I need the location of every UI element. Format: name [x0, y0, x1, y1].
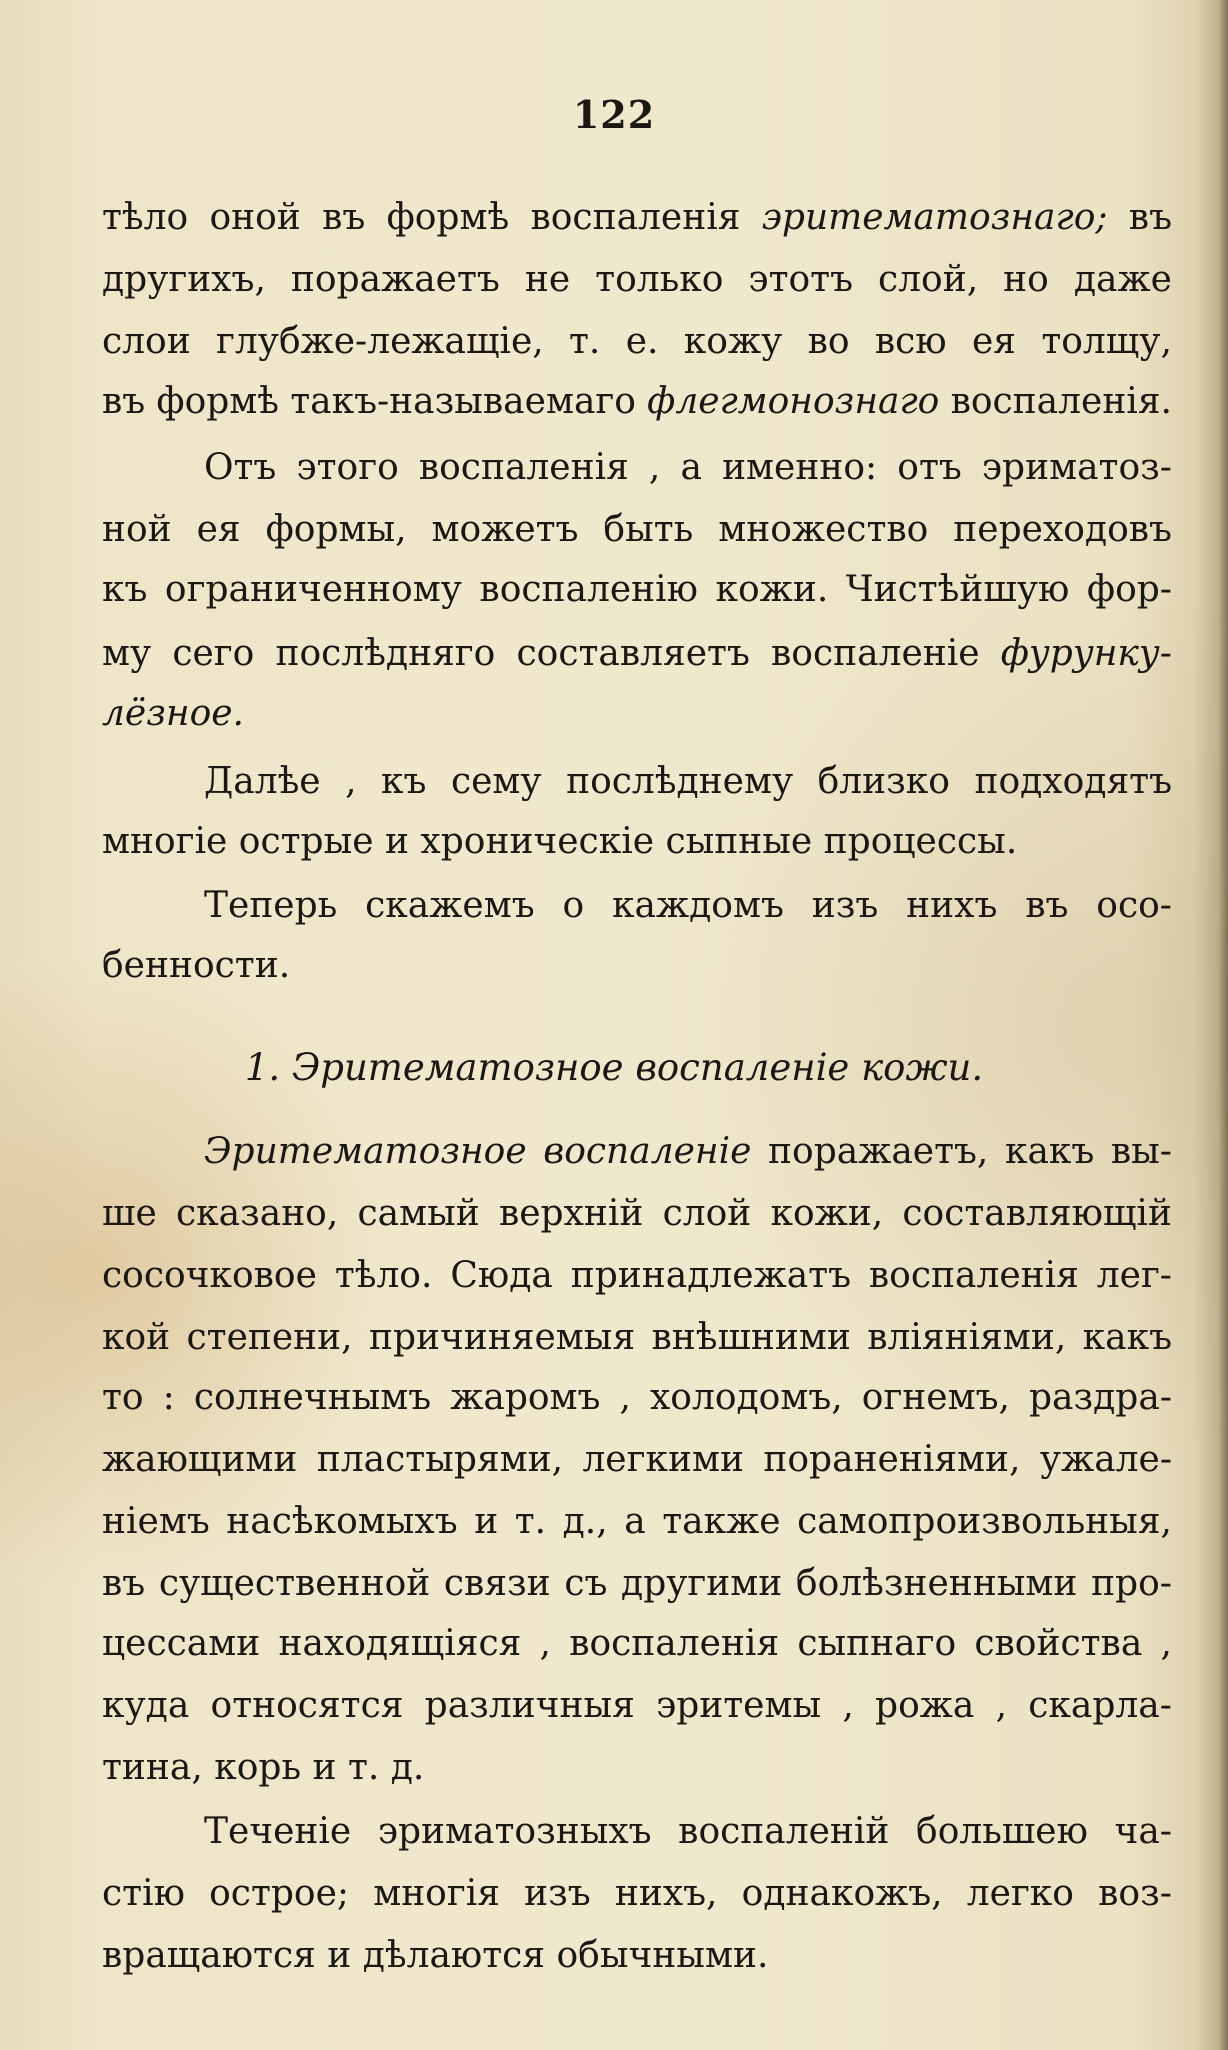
text-line: лёзное.: [102, 693, 244, 734]
word: подходятъ: [974, 761, 1172, 802]
text-line: [102, 1316, 1172, 1360]
word: связи: [443, 1563, 551, 1604]
word: тѣло: [102, 197, 189, 238]
text-line: [102, 1562, 1172, 1606]
word: во: [807, 321, 850, 362]
word: каждомъ: [612, 885, 784, 926]
word: кожи,: [770, 1193, 884, 1234]
word: воспаленія.: [950, 381, 1172, 422]
word: скажемъ: [365, 885, 535, 926]
word: насѣкомыхъ: [226, 1501, 458, 1542]
page-number: 122: [572, 92, 656, 137]
word: въ: [102, 1563, 146, 1604]
word: цессами: [102, 1623, 261, 1664]
word: вы-: [1110, 1131, 1172, 1172]
word: д.,: [562, 1501, 608, 1542]
word: не: [524, 259, 571, 300]
word: формѣ: [156, 381, 279, 422]
text-line: [204, 1810, 1172, 1854]
word: составляющій: [902, 1193, 1172, 1234]
word: изъ: [811, 885, 879, 926]
word: воз-: [1098, 1873, 1172, 1914]
word: рожа: [875, 1685, 975, 1726]
word: отъ: [897, 447, 962, 488]
word: ше: [102, 1193, 157, 1234]
word: изъ: [524, 1873, 591, 1914]
word: эритемы: [656, 1685, 822, 1726]
word: Теченіе: [204, 1811, 352, 1852]
text-line: [102, 1376, 1172, 1420]
word: въ: [102, 381, 146, 422]
word: поражаетъ: [290, 259, 500, 300]
section-heading: 1. Эритематозное воспаленіе кожи.: [244, 1046, 984, 1089]
text-line: [102, 1684, 1172, 1728]
text-line: [102, 1438, 1172, 1482]
word: формѣ: [386, 197, 510, 238]
text-line: [102, 320, 1172, 364]
word: ,: [995, 1685, 1008, 1726]
word: причиняемыя: [368, 1317, 636, 1358]
word: однакожъ,: [741, 1873, 943, 1914]
word: му: [102, 633, 152, 674]
word: верхній: [498, 1193, 644, 1234]
word: вліяніями,: [867, 1317, 1067, 1358]
word: въ: [1025, 885, 1069, 926]
word: ,: [619, 1377, 631, 1418]
text-line: [102, 1500, 1172, 1544]
word: Чистѣйшую: [845, 569, 1070, 610]
word: ча-: [1114, 1811, 1172, 1852]
word: сосочковое: [102, 1255, 317, 1296]
text-line: [102, 1622, 1172, 1666]
word: какъ: [1004, 1131, 1095, 1172]
word: нихъ: [906, 885, 998, 926]
word: близко: [817, 761, 950, 802]
word: нихъ,: [614, 1873, 718, 1914]
word: острое;: [209, 1873, 350, 1914]
word: воспаленія: [569, 1623, 780, 1664]
word: ея: [971, 321, 1016, 362]
word: находящіяся: [278, 1623, 522, 1664]
word: е.: [625, 321, 659, 362]
text-line: [102, 568, 1172, 612]
text-line: [102, 1192, 1172, 1236]
word: фор-: [1086, 569, 1172, 610]
word: Эритематозное: [204, 1131, 527, 1172]
text-line: [102, 632, 1172, 676]
word: т.: [569, 321, 601, 362]
word: ной: [102, 509, 172, 550]
word: самый: [357, 1193, 480, 1234]
word: эритематознаго;: [761, 197, 1108, 238]
word: толщу,: [1041, 321, 1172, 362]
word: степени,: [186, 1317, 353, 1358]
word: такъ-называемаго: [290, 381, 636, 422]
word: пластырями,: [316, 1439, 564, 1480]
word: принадлежатъ: [570, 1255, 851, 1296]
word: сего: [172, 633, 255, 674]
word: воспаленію: [479, 569, 699, 610]
word: огнемъ,: [861, 1377, 1010, 1418]
word: эриматоз-: [981, 447, 1172, 488]
word: холодомъ,: [650, 1377, 843, 1418]
word: флегмонознаго: [647, 381, 940, 422]
word: въ: [1128, 197, 1172, 238]
word: глубже-лежащіе,: [216, 321, 544, 362]
word: переходовъ: [953, 509, 1172, 550]
word: сему: [450, 761, 542, 802]
word: этотъ: [748, 259, 853, 300]
word: оной: [209, 197, 301, 238]
text-line: [204, 446, 1172, 490]
word: съ: [564, 1563, 608, 1604]
word: свойства: [974, 1623, 1143, 1664]
text-line: вращаются и дѣлаются обычными.: [102, 1935, 769, 1976]
text-line: [204, 760, 1172, 804]
word: жающими: [102, 1439, 298, 1480]
word: Далѣе: [204, 761, 321, 802]
word: послѣдняго: [275, 633, 496, 674]
word: о: [562, 885, 585, 926]
word: скарла-: [1028, 1685, 1172, 1726]
word: раздра-: [1029, 1377, 1172, 1418]
word: многія: [373, 1873, 500, 1914]
text-line: [102, 1254, 1172, 1298]
word: солнечнымъ: [193, 1377, 432, 1418]
word: ,: [539, 1623, 551, 1664]
text-line: бенности.: [102, 945, 291, 986]
word: къ: [102, 569, 148, 610]
word: ея: [196, 509, 241, 550]
word: этого: [296, 447, 399, 488]
word: сыпнаго: [797, 1623, 957, 1664]
word: слой,: [878, 259, 979, 300]
text-line: [102, 508, 1172, 552]
word: воспаленіе: [771, 633, 980, 674]
word: то: [102, 1377, 144, 1418]
word: послѣднему: [566, 761, 794, 802]
word: легко: [966, 1873, 1074, 1914]
word: внѣшними: [651, 1317, 851, 1358]
word: также: [662, 1501, 781, 1542]
word: слой: [662, 1193, 752, 1234]
word: ,: [842, 1685, 854, 1726]
word: какъ: [1082, 1317, 1172, 1358]
word: стію: [102, 1873, 185, 1914]
word: составляетъ: [516, 633, 750, 674]
word: т.: [514, 1501, 547, 1542]
word: ,: [1160, 1623, 1172, 1664]
word: воспаленія: [530, 197, 741, 238]
text-line: [102, 380, 1172, 424]
text-line: [204, 1130, 1172, 1174]
word: фурунку-: [1000, 633, 1172, 674]
word: а: [680, 447, 702, 488]
word: болѣзненными: [795, 1563, 1078, 1604]
text-line: [102, 1872, 1172, 1916]
word: пораненіями,: [763, 1439, 1021, 1480]
word: сказано,: [175, 1193, 339, 1234]
text-line: [102, 196, 1172, 240]
word: жаромъ: [450, 1377, 601, 1418]
word: кожу: [683, 321, 783, 362]
word: ніемъ: [102, 1501, 210, 1542]
word: формы,: [265, 509, 407, 550]
page-gutter-shadow: [1194, 0, 1228, 2050]
word: лег-: [1096, 1255, 1172, 1296]
word: слои: [102, 321, 191, 362]
word: куда: [102, 1685, 190, 1726]
word: самопроизвольныя,: [797, 1501, 1172, 1542]
word: Отъ: [204, 447, 277, 488]
word: эриматозныхъ: [377, 1811, 652, 1852]
word: ,: [648, 447, 661, 488]
word: Сюда: [450, 1255, 553, 1296]
word: множество: [718, 509, 929, 550]
word: даже: [1073, 259, 1172, 300]
word: Теперь: [204, 885, 338, 926]
word: можетъ: [431, 509, 579, 550]
text-line: тина, корь и т. д.: [102, 1747, 425, 1788]
word: другихъ,: [102, 259, 266, 300]
word: но: [1003, 259, 1049, 300]
word: большею: [916, 1811, 1088, 1852]
word: воспаленія: [418, 447, 629, 488]
word: ограниченному: [164, 569, 462, 610]
word: воспаленій: [678, 1811, 890, 1852]
text-line: многіе острые и хроническіе сыпные процессы.: [102, 821, 1018, 862]
word: :: [162, 1377, 175, 1418]
word: воспаленіе: [543, 1131, 752, 1172]
word: воспаленія: [868, 1255, 1079, 1296]
word: тѣло.: [334, 1255, 433, 1296]
word: быть: [603, 509, 694, 550]
word: именно:: [722, 447, 878, 488]
word: различныя: [424, 1685, 635, 1726]
word: ,: [345, 761, 357, 802]
word: кожи.: [715, 569, 829, 610]
word: ужале-: [1039, 1439, 1172, 1480]
word: кой: [102, 1317, 171, 1358]
word: существенной: [158, 1563, 431, 1604]
word: осо-: [1096, 885, 1172, 926]
word: всю: [874, 321, 947, 362]
word: а: [624, 1501, 646, 1542]
word: поражаетъ,: [768, 1131, 989, 1172]
word: и: [474, 1501, 499, 1542]
word: къ: [381, 761, 427, 802]
word: другими: [621, 1563, 783, 1604]
word: относятся: [210, 1685, 404, 1726]
word: только: [595, 259, 724, 300]
word: легкими: [582, 1439, 744, 1480]
text-line: [204, 884, 1172, 928]
text-line: [102, 258, 1172, 302]
word: про-: [1091, 1563, 1172, 1604]
word: въ: [322, 197, 366, 238]
